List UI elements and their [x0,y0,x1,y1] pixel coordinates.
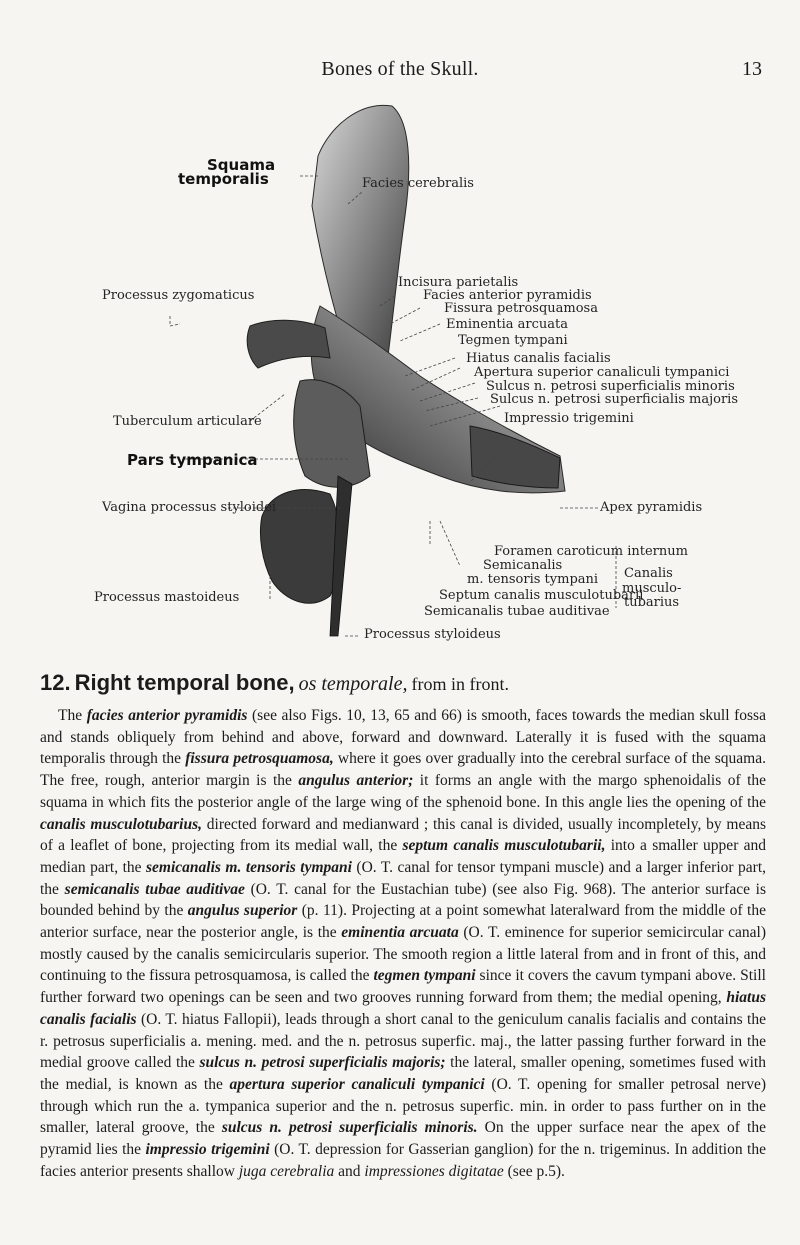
keyword: septum canalis musculotubarii, [402,837,606,855]
running-head [0,58,800,82]
label-pars-tympanica: Pars tympanica [127,451,258,469]
label-septum: Septum canalis musculotubarii [439,588,644,603]
label-vagina-processus-styloidei: Vagina processus styloidei [102,500,277,515]
keyword: semicanalis tubae auditivae [64,880,245,898]
text-run: On the upper surface near the apex of the pyramid lies the [40,1119,766,1159]
label-incisura-parietalis: Incisura parietalis [398,275,519,290]
page-number: 13 [742,58,762,80]
label-processus-mastoideus: Processus mastoideus [94,590,240,605]
label-processus-zygomaticus: Processus zygomaticus [102,288,255,303]
text-run: it forms an angle with the margo sphenoidalis of the squama in which fits the posterior angle of the large wing of the sphenoid bone. In this angle lies the opening of the [40,772,767,811]
label-sulcus-majoris: Sulcus n. petrosi superficialis majoris [490,392,739,407]
keyword: impressio trigemini [145,1141,270,1159]
label-apertura-superior: Apertura superior canaliculi tympanici [474,365,730,380]
keyword: hiatus canalis facialis [40,989,766,1028]
keyword: sulcus n. petrosi superficialis majoris; [199,1054,446,1072]
label-sulcus-minoris: Sulcus n. petrosi superficialis minoris [486,379,735,394]
label-apex-pyramidis: Apex pyramidis [600,500,703,515]
text-run: where it goes over gradually into the cerebral surface of the squama. The free, rough, anterior margin is the [40,750,766,790]
label-foramen-caroticum: Foramen caroticum internum [494,544,688,559]
body-paragraph [40,705,766,1182]
figure-caption [40,670,780,696]
label-canalis-line1: Canalis [624,566,673,581]
figure-number: 12. [40,670,71,695]
label-impressio-trigemini: Impressio trigemini [504,411,634,426]
temporal-bone-figure [0,96,800,656]
label-canalis-line2: musculo- [622,581,682,596]
text-run: (O. T. canal for the Eustachian tube) (see also Fig. 968). The anterior surface is bounded behind by the [40,880,767,920]
text-run: and [334,1162,365,1180]
body-text [40,705,766,1182]
label-semicanalis: Semicanalis [483,558,563,573]
text-run: (see also Figs. 10, 13, 65 and 66) is smooth, faces towards the median skull fossa and stands obliquely from behind and above, forward and downward. Laterally it is fused with the squama temporalis through the [40,707,766,768]
label-fissura-petrosquamosa: Fissura petrosquamosa [444,301,598,316]
text-run: (O. T. opening for smaller petrosal nerve) through which run the a. tympanica superior and the n. petrosus superfic. min. in order to pass further on in the smaller, lateral groove, the [40,1075,766,1137]
label-facies-cerebralis: Facies cerebralis [362,176,474,191]
keyword: angulus superior [187,902,298,920]
italic-term: impressiones digitatae [364,1162,504,1180]
label-squama-line2: temporalis [178,170,269,188]
italic-term: juga cerebralia [238,1162,335,1180]
text-run: The [58,707,87,724]
text-run: directed forward and medianward ; this canal is divided, usually incompletely, by means of a leaflet of bone, projecting from its medial wall, the [40,815,766,855]
keyword: canalis musculotubarius, [40,815,202,833]
label-processus-styloideus: Processus styloideus [364,627,501,642]
label-tuberculum-articulare: Tuberculum articulare [113,414,262,429]
text-run: (O. T. depression for Gasserian ganglion) for the n. trigeminus. In addition the facies anterior presents shallow [40,1141,766,1180]
text-run: (O. T. hiatus Fallopii), leads through a short canal to the geniculum canalis facialis and contains the r. petrosus superficialis a. mening. med. and the n. petrosus superfic. maj., the latter passing further forward in the medial groove called the [40,1010,766,1072]
label-hiatus-canalis-facialis: Hiatus canalis facialis [466,351,611,366]
label-eminentia-arcuata: Eminentia arcuata [446,317,569,332]
text-run: (O. T. canal for tensor tympani muscle) and a larger inferior part, the [40,858,766,898]
text-run: (see p.5). [503,1162,565,1180]
label-m-tensoris-tympani: m. tensoris tympani [467,572,599,587]
text-run: (O. T. eminence for superior semicircular canal) mostly caused by the canalis semicircularis superior. The smooth region a little lateral from and in front of this, and continuing to the fissura petrosquamosa, is called the [40,924,766,985]
keyword: sulcus n. petrosi superficialis minoris. [221,1119,478,1137]
text-run: (p. 11). Projecting at a point somewhat lateralward from the middle of the anterior surface, near the posterior angle, is the [40,902,766,942]
figure-latin-name: os temporale, [298,673,408,695]
keyword: apertura superior canaliculi tympanici [229,1075,485,1093]
label-canalis-line3: tubarius [624,595,680,610]
figure-view-note: from in front. [411,674,509,694]
keyword: angulus anterior; [298,772,414,790]
text-run: since it covers the cavum tympani above. Still further forward two openings can be seen and two grooves running forward from them; the medial opening, [40,967,766,1007]
keyword: facies anterior pyramidis [86,707,248,724]
text-run: the lateral, smaller opening, sometimes fused with the medial, is known as the [40,1054,766,1093]
figure-title: Right temporal bone, [74,670,295,695]
keyword: fissura petrosquamosa, [185,750,334,768]
label-tegmen-tympani: Tegmen tympani [458,333,568,348]
label-semicanalis-tubae: Semicanalis tubae auditivae [424,604,610,619]
keyword: semicanalis m. tensoris tympani [146,858,352,876]
label-squama-line1: Squama [207,156,276,174]
keyword: eminentia arcuata [341,924,459,942]
text-run: into a smaller upper and median part, the [40,837,766,876]
keyword: tegmen tympani [373,967,476,985]
label-facies-anterior: Facies anterior pyramidis [423,288,592,303]
running-title: Bones of the Skull. [321,58,479,80]
